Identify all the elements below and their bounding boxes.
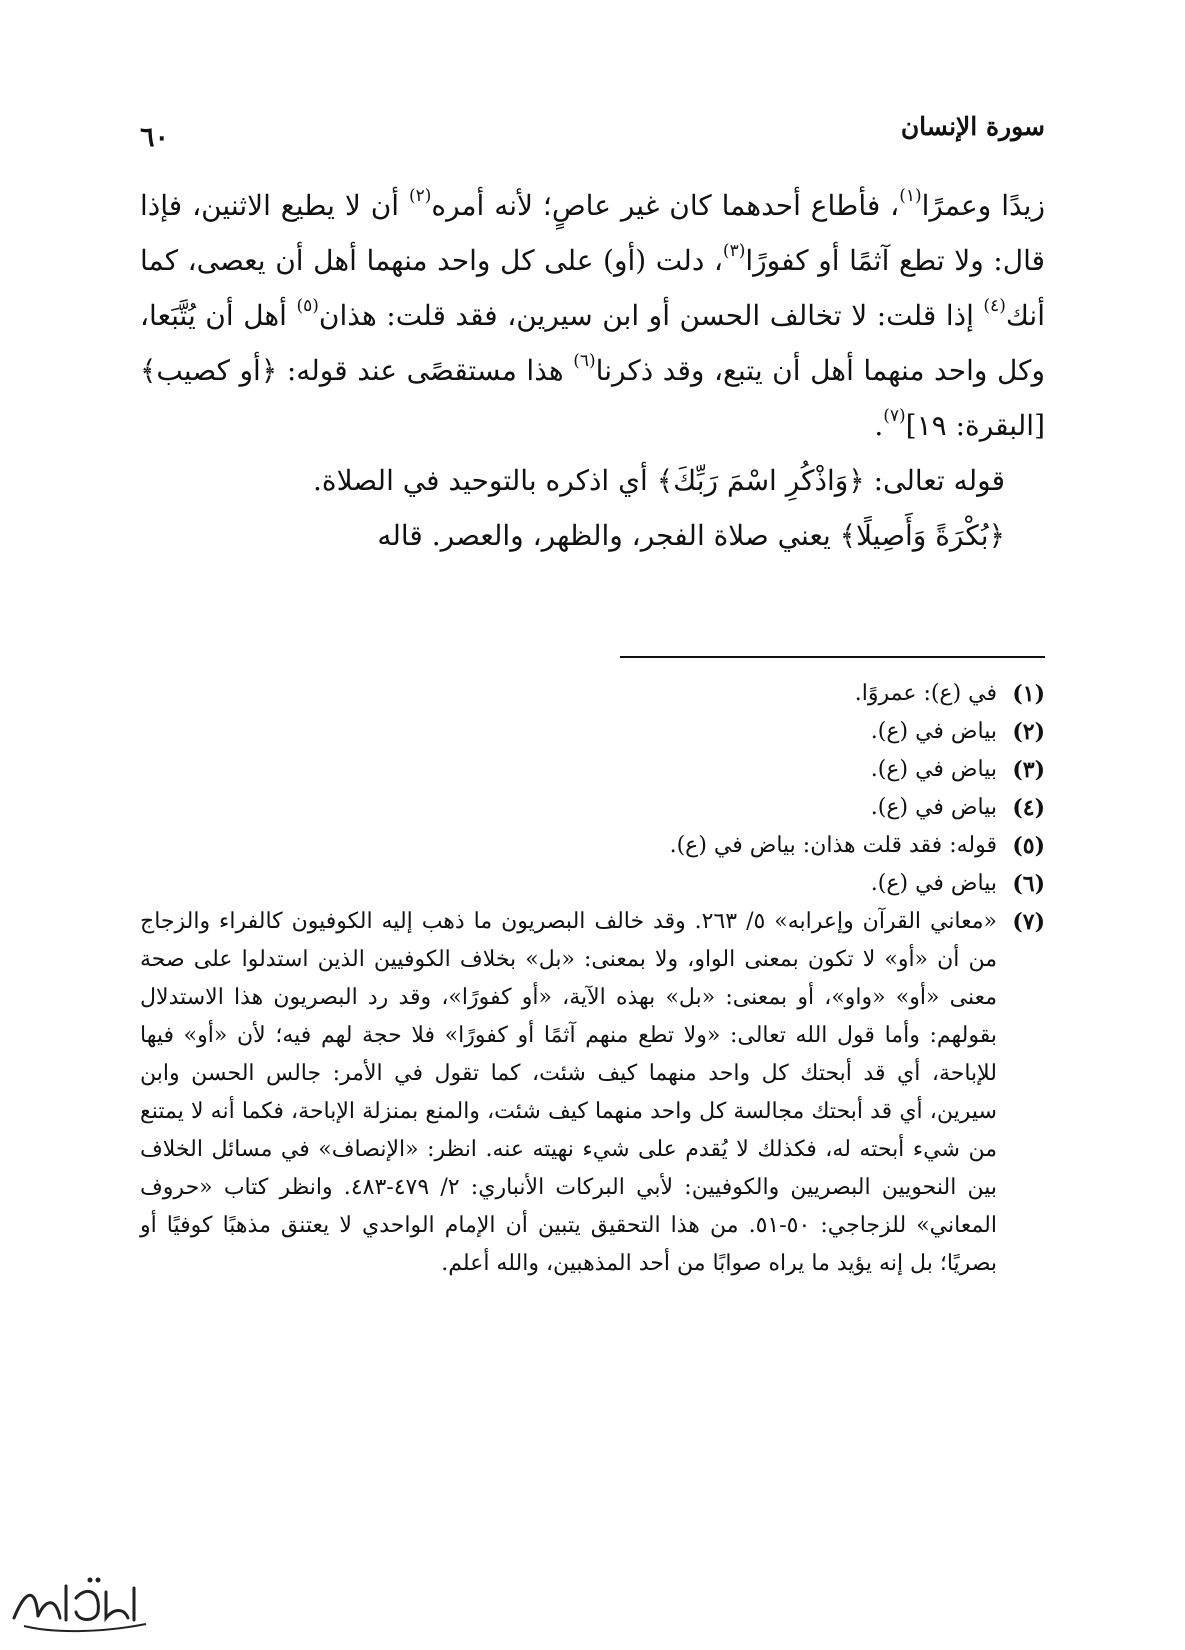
text-run: . <box>874 409 884 442</box>
footnote-number: (٧) <box>1012 909 1045 935</box>
text-run: إذا قلت: لا تخالف الحسن أو ابن سيرين، فقد قلت: هذان <box>318 299 984 332</box>
footnote-ref: (٣) <box>722 240 746 261</box>
footnote-text: بياض في (ع). <box>870 871 997 896</box>
page-number: ٦٠ <box>140 122 170 153</box>
footnote <box>140 865 1045 903</box>
footnote <box>140 789 1045 827</box>
text-run: زيدًا وعمرًا <box>921 189 1045 222</box>
footnote-text: «معاني القرآن وإعرابه» ٥/ ٢٦٣. وقد خالف البصريون ما ذهب إليه الكوفيون كالفراء والزجاج من أن «أو» لا تكون بمعنى الواو، ولا بمعنى: «بل» بخلاف الكوفيين الذين استدلوا على صحة معنى «أو» «واو»، أو بمعنى: «بل» بهذه الآية، «أو كفورًا»، وقد رد البصريون هذا الاستدلال بقولهم: وأما قول الله تعالى: «ولا تطع منهم آثمًا أو كفورًا» فلا حجة لهم فيه؛ لأن «أو» فيها للإباحة، أي قد أبحتك كل واحد منهما كيف شئت، كما تقول في الأمر: جالس الحسن وابن سيرين، أي قد أبحتك مجالسة كل واحد منهما كيف شئت، والمنع بمنزلة الإباحة، فكما أنه لا يمتنع من شيء أبحته له، فكذلك لا يُقدم على شيء نهيته عنه. انظر: «الإنصاف» في مسائل الخلاف بين النحويين البصريين والكوفيين: لأبي البركات الأنباري: ٢/ ٤٧٩-٤٨٣. وانظر كتاب «حروف المعاني» للزجاجي: ٥٠-٥١. من هذا التحقيق يتبين أن الإمام الواحدي لا يعتنق مذهبًا كوفيًا أو بصريًا؛ بل إنه يؤيد ما يراه صوابًا من أحد المذهبين، والله أعلم. <box>140 909 998 1276</box>
footnote-text: بياض في (ع). <box>870 719 997 744</box>
footnotes <box>140 675 1045 1283</box>
footnote-ref: (٦) <box>573 350 596 371</box>
footnote <box>140 827 1045 865</box>
footnote-number: (٤) <box>1012 795 1045 821</box>
text-run: أن لا يطيع الاثنين، فإذا قال: ولا تطع آثمًا أو كفورًا <box>140 189 1045 277</box>
footnote-number: (٥) <box>1012 833 1045 859</box>
text-run: ، فأطاع أحدهما كان غير عاصٍ؛ لأنه أمره <box>431 189 900 222</box>
main-text <box>140 178 1045 563</box>
text-run: هذا مستقصًى عند قوله: ﴿أو كصيب﴾ [البقرة: ١٩] <box>140 354 1045 442</box>
footnote-number: (١) <box>1012 681 1045 707</box>
text-run: أهل أن يُتَّبَعا، وكل واحد منهما أهل أن يتبع، وقد ذكرنا <box>140 299 1045 387</box>
footnote <box>140 903 1045 1283</box>
paragraph <box>140 508 1045 563</box>
footnote-text: في (ع): عمروًا. <box>854 681 997 706</box>
footnote-text: بياض في (ع). <box>870 795 997 820</box>
text-run: أي اذكره بالتوحيد في الصلاة. <box>313 464 657 497</box>
footnote-number: (٦) <box>1012 871 1045 897</box>
footnote-ref: (٥) <box>296 295 319 316</box>
running-header <box>140 112 1045 156</box>
text-run: ، دلت (أو) على كل واحد منهما أهل أن يعصى، كما أنك <box>140 244 1045 332</box>
footnote-ref: (٤) <box>983 295 1006 316</box>
text-run: قوله تعالى: <box>864 464 1005 497</box>
footnote <box>140 751 1045 789</box>
footnote-ref: (١) <box>899 185 922 206</box>
footnote-separator <box>620 656 1045 658</box>
footnote <box>140 675 1045 713</box>
footnote-number: (٣) <box>1012 757 1045 783</box>
paragraph <box>140 453 1045 508</box>
footnote-text: قوله: فقد قلت هذان: بياض في (ع). <box>669 833 997 858</box>
watermark-logo-icon <box>6 1568 156 1640</box>
footnote-ref: (٢) <box>408 185 432 206</box>
text-run: يعني صلاة الفجر، والظهر، والعصر. قاله <box>377 519 840 552</box>
footnote-number: (٢) <box>1012 719 1045 745</box>
paragraph <box>140 178 1045 453</box>
footnote <box>140 713 1045 751</box>
running-title: سورة الإنسان <box>900 112 1045 141</box>
quran-verse: ﴿وَاذْكُرِ اسْمَ رَبِّكَ﴾ <box>656 464 865 497</box>
footnote-ref: (٧) <box>883 405 906 426</box>
footnote-text: بياض في (ع). <box>870 757 997 782</box>
quran-verse: ﴿بُكْرَةً وَأَصِيلًا﴾ <box>839 519 1005 552</box>
